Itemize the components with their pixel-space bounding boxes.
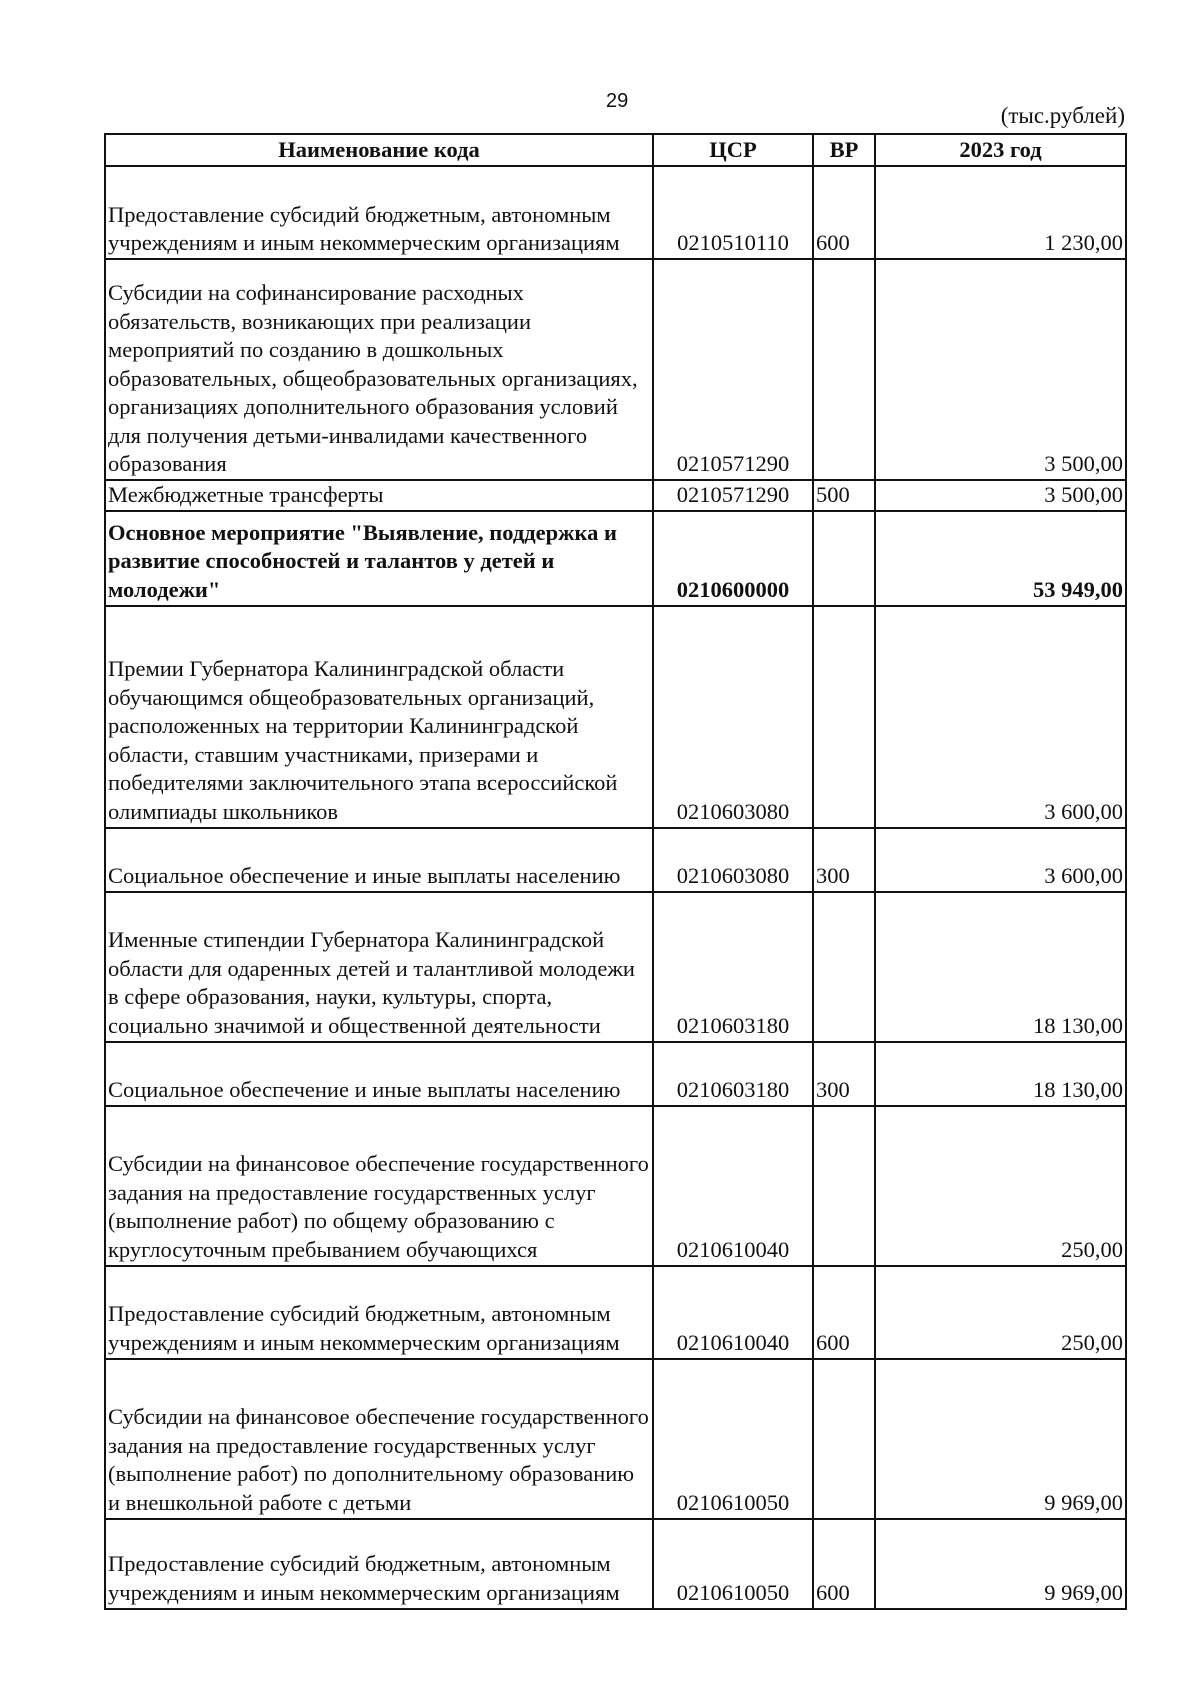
row-vr: 500 xyxy=(813,480,875,511)
table-row xyxy=(105,1106,1126,1266)
row-vr: 300 xyxy=(813,828,875,892)
row-name: Предоставление субсидий бюджетным, автономным учреждениям и иным некоммерческим организациям xyxy=(105,1519,653,1609)
row-csr: 0210610050 xyxy=(653,1359,813,1519)
header-vr: ВР xyxy=(813,134,875,166)
row-csr: 0210603080 xyxy=(653,828,813,892)
row-sum: 18 130,00 xyxy=(875,892,1126,1042)
row-csr: 0210603180 xyxy=(653,892,813,1042)
row-name: Межбюджетные трансферты xyxy=(105,480,653,511)
row-name: Социальное обеспечение и иные выплаты населению xyxy=(105,828,653,892)
row-vr xyxy=(813,892,875,1042)
row-vr xyxy=(813,511,875,606)
row-name: Предоставление субсидий бюджетным, автономным учреждениям и иным некоммерческим организациям xyxy=(105,166,653,259)
row-sum: 18 130,00 xyxy=(875,1042,1126,1106)
row-sum: 1 230,00 xyxy=(875,166,1126,259)
row-csr: 0210510110 xyxy=(653,166,813,259)
row-sum: 3 500,00 xyxy=(875,259,1126,480)
row-sum: 3 500,00 xyxy=(875,480,1126,511)
row-vr: 600 xyxy=(813,166,875,259)
row-name: Субсидии на финансовое обеспечение государственного задания на предоставление государственных услуг (выполнение работ) по дополнительному образованию и внешкольной работе с детьми xyxy=(105,1359,653,1519)
row-csr: 0210603180 xyxy=(653,1042,813,1106)
table-row xyxy=(105,511,1126,606)
row-name: Субсидии на финансовое обеспечение государственного задания на предоставление государственных услуг (выполнение работ) по общему образованию с круглосуточным пребыванием обучающихся xyxy=(105,1106,653,1266)
row-vr: 600 xyxy=(813,1519,875,1609)
row-vr xyxy=(813,259,875,480)
budget-table xyxy=(104,133,1127,1610)
row-vr: 600 xyxy=(813,1266,875,1359)
row-name: Социальное обеспечение и иные выплаты населению xyxy=(105,1042,653,1106)
row-name: Именные стипендии Губернатора Калининградской области для одаренных детей и талантливой молодежи в сфере образования, науки, культуры, спорта, социально значимой и общественной деятельности xyxy=(105,892,653,1042)
table-row xyxy=(105,828,1126,892)
table-row xyxy=(105,480,1126,511)
row-csr: 0210571290 xyxy=(653,480,813,511)
row-name: Премии Губернатора Калининградской области обучающимся общеобразовательных организаций, расположенных на территории Калининградской области, ставшим участниками, призерами и победителями заключительного этапа всероссийской олимпиады школьников xyxy=(105,606,653,828)
row-csr: 0210610050 xyxy=(653,1519,813,1609)
table-row xyxy=(105,1519,1126,1609)
table-row xyxy=(105,166,1126,259)
header-csr: ЦСР xyxy=(653,134,813,166)
page-number: 29 xyxy=(606,90,629,112)
header-year: 2023 год xyxy=(875,134,1126,166)
header-name: Наименование кода xyxy=(105,134,653,166)
row-vr: 300 xyxy=(813,1042,875,1106)
row-csr: 0210610040 xyxy=(653,1106,813,1266)
row-csr: 0210600000 xyxy=(653,511,813,606)
row-vr xyxy=(813,606,875,828)
table-row xyxy=(105,259,1126,480)
row-vr xyxy=(813,1106,875,1266)
row-sum: 53 949,00 xyxy=(875,511,1126,606)
row-name: Субсидии на софинансирование расходных обязательств, возникающих при реализации мероприятий по созданию в дошкольных образовательных, общеобразовательных организациях, организациях дополнительного образования условий для получения детьми-инвалидами качественного образования xyxy=(105,259,653,480)
units-label: (тыс.рублей) xyxy=(1000,103,1125,128)
row-name: Предоставление субсидий бюджетным, автономным учреждениям и иным некоммерческим организациям xyxy=(105,1266,653,1359)
row-sum: 250,00 xyxy=(875,1106,1126,1266)
table-row xyxy=(105,1266,1126,1359)
row-sum: 250,00 xyxy=(875,1266,1126,1359)
table-row xyxy=(105,606,1126,828)
row-csr: 0210610040 xyxy=(653,1266,813,1359)
row-vr xyxy=(813,1359,875,1519)
table-row xyxy=(105,1359,1126,1519)
row-sum: 9 969,00 xyxy=(875,1359,1126,1519)
row-csr: 0210603080 xyxy=(653,606,813,828)
row-sum: 3 600,00 xyxy=(875,828,1126,892)
table-header-row xyxy=(105,134,1126,166)
row-csr: 0210571290 xyxy=(653,259,813,480)
table-row xyxy=(105,892,1126,1042)
row-sum: 9 969,00 xyxy=(875,1519,1126,1609)
table-row xyxy=(105,1042,1126,1106)
row-sum: 3 600,00 xyxy=(875,606,1126,828)
row-name: Основное мероприятие "Выявление, поддержка и развитие способностей и талантов у детей и молодежи" xyxy=(105,511,653,606)
